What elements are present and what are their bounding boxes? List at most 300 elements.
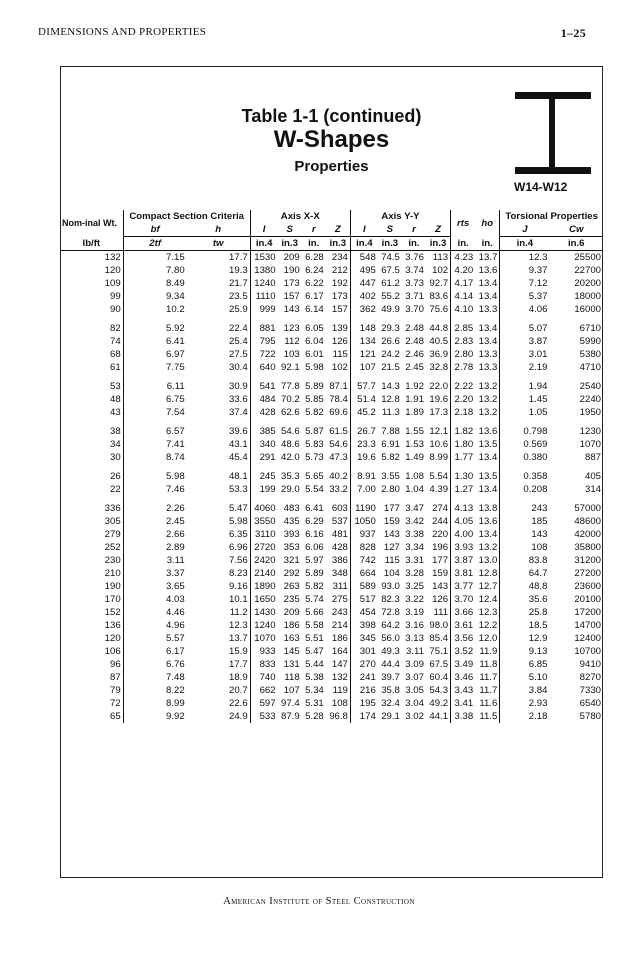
table-row: [60, 361, 603, 374]
table-cell: 30.9: [187, 380, 251, 393]
table-cell: 25.8: [528, 607, 548, 618]
table-cell: 1.45: [528, 394, 548, 405]
table-cell: 3.93: [454, 542, 474, 553]
table-cell: 1.27: [454, 484, 474, 495]
table-cell: 177: [383, 503, 400, 514]
table-cell: 131: [283, 659, 300, 670]
table-cell: 428: [259, 407, 276, 418]
table-cell: 1240: [254, 278, 276, 289]
table-cell: 362: [359, 304, 376, 315]
table-cell: 4.06: [528, 304, 548, 315]
table-cell: 2420: [254, 555, 276, 566]
table-cell: 483: [283, 503, 300, 514]
table-cell: 113: [426, 251, 451, 265]
table-cell: 0.208: [523, 484, 548, 495]
table-cell: 29.1: [381, 711, 400, 722]
symbol-cw: Cw: [549, 223, 603, 237]
table-cell: 143: [531, 529, 548, 540]
symbol-ix: I: [250, 223, 277, 237]
table-cell: 78.4: [326, 393, 351, 406]
table-cell: 252: [60, 541, 123, 554]
table-cell: 3.55: [381, 471, 400, 482]
table-cell: 163: [283, 633, 300, 644]
table-cell: 2.46: [405, 349, 424, 360]
table-cell: 2.93: [528, 698, 548, 709]
table-cell: 12.8: [381, 394, 400, 405]
table-cell: 5780: [579, 711, 601, 722]
symbol-bf: bf: [123, 223, 187, 237]
table-cell: 68: [60, 348, 123, 361]
table-cell: 1.77: [454, 452, 474, 463]
table-cell: 173: [326, 290, 351, 303]
table-cell: 1.94: [528, 381, 548, 392]
table-cell: 85.4: [426, 632, 451, 645]
symbol-sx: S: [278, 223, 302, 237]
table-cell: 1070: [254, 633, 276, 644]
table-cell: 5.47: [305, 646, 324, 657]
table-cell: 10.2: [165, 304, 185, 315]
table-cell: 7.48: [165, 672, 185, 683]
table-cell: 4710: [579, 362, 601, 373]
table-cell: 398: [359, 620, 376, 631]
table-cell: 17.7: [187, 658, 251, 671]
table-cell: 72.8: [381, 607, 400, 618]
table-cell: 152: [60, 606, 123, 619]
table-cell: 57000: [574, 503, 601, 514]
table-cell: 12.1: [426, 425, 451, 438]
table-cell: 75.1: [426, 645, 451, 658]
table-cell: 8.22: [165, 685, 185, 696]
w-shape-icon: [515, 92, 591, 174]
table-cell: 3.01: [528, 349, 548, 360]
table-cell: 4.17: [454, 278, 474, 289]
table-cell: 74.5: [381, 252, 400, 263]
table-cell: 435: [283, 516, 300, 527]
table-cell: 541: [259, 381, 276, 392]
table-cell: 14.3: [381, 381, 400, 392]
table-cell: 5.82: [305, 581, 324, 592]
symbol-zy: Z: [426, 223, 451, 237]
table-cell: 4.20: [454, 265, 474, 276]
table-cell: 45.2: [357, 407, 376, 418]
table-cell: 5.10: [528, 672, 548, 683]
table-cell: 937: [359, 529, 376, 540]
table-cell: 43: [60, 406, 123, 419]
table-cell: 33.6: [187, 393, 251, 406]
table-cell: 143: [383, 529, 400, 540]
unit-rx: in.: [302, 237, 326, 251]
table-cell: 21.5: [381, 362, 400, 373]
table-cell: 47.3: [326, 451, 351, 464]
table-cell: 887: [584, 452, 601, 463]
table-cell: 157: [283, 291, 300, 302]
table-cell: 3.73: [405, 278, 424, 289]
table-cell: 1.89: [405, 407, 424, 418]
table-cell: 2.78: [454, 362, 474, 373]
table-cell: 3.87: [454, 555, 474, 566]
table-cell: 98.0: [426, 619, 451, 632]
table-cell: 5.92: [165, 323, 185, 334]
table-cell: 148: [359, 323, 376, 334]
table-cell: 1.49: [405, 452, 424, 463]
table-cell: 3.81: [454, 568, 474, 579]
table-cell: 97.4: [281, 698, 300, 709]
table-cell: 13.7: [187, 632, 251, 645]
table-cell: 833: [259, 659, 276, 670]
table-cell: 13.3: [475, 303, 500, 316]
table-cell: 102: [326, 361, 351, 374]
table-cell: 20100: [574, 594, 601, 605]
table-cell: 139: [326, 322, 351, 335]
table-cell: 11.5: [475, 710, 500, 723]
table-cell: 881: [259, 323, 276, 334]
unit-zx: in.3: [326, 237, 351, 251]
table-cell: 48.1: [187, 470, 251, 483]
table-cell: 118: [284, 672, 300, 683]
table-cell: 13.4: [475, 335, 500, 348]
table-cell: 2240: [579, 394, 601, 405]
table-cell: 61: [60, 361, 123, 374]
table-cell: 196: [426, 541, 451, 554]
table-cell: 8.99: [165, 698, 185, 709]
table-cell: 1.92: [405, 381, 424, 392]
table-cell: 2.85: [454, 323, 474, 334]
table-cell: 2.66: [165, 529, 185, 540]
table-cell: 216: [359, 685, 376, 696]
table-cell: 9.34: [165, 291, 185, 302]
table-cell: 1890: [254, 581, 276, 592]
table-cell: 6.97: [165, 349, 185, 360]
table-cell: 72: [60, 697, 123, 710]
table-cell: 2.20: [454, 394, 474, 405]
table-cell: 3.71: [405, 291, 424, 302]
table-cell: 4060: [254, 503, 276, 514]
table-cell: 5.37: [528, 291, 548, 302]
table-cell: 5.07: [528, 323, 548, 334]
table-cell: 2.45: [165, 516, 185, 527]
table-cell: 3.38: [454, 711, 474, 722]
table-cell: 1.53: [405, 439, 424, 450]
table-cell: 11.7: [475, 684, 500, 697]
table-cell: 13.2: [475, 393, 500, 406]
table-cell: 3.41: [454, 698, 474, 709]
nominal-weight-header: Nom-inal Wt.: [60, 210, 123, 237]
table-cell: 74: [60, 335, 123, 348]
table-row: [60, 697, 603, 710]
table-cell: 11.6: [475, 697, 500, 710]
table-cell: 22700: [574, 265, 601, 276]
table-cell: 96.8: [326, 710, 351, 723]
symbol-zx: Z: [326, 223, 351, 237]
axis-yy-header: Axis Y-Y: [350, 210, 450, 223]
table-cell: 13.0: [475, 554, 500, 567]
table-cell: 120: [60, 632, 123, 645]
table-cell: 5.34: [305, 685, 324, 696]
table-cell: 6.24: [305, 265, 324, 276]
table-cell: 933: [259, 646, 276, 657]
page-number: 1–25: [560, 26, 586, 40]
unit-rts: in.: [451, 237, 476, 251]
table-cell: 18.5: [528, 620, 548, 631]
table-cell: 82: [60, 322, 123, 335]
table-cell: 0.569: [523, 439, 548, 450]
table-cell: 75.6: [426, 303, 451, 316]
table-cell: 25.4: [187, 335, 251, 348]
table-cell: 126: [326, 335, 351, 348]
table-cell: 3.13: [405, 633, 424, 644]
table-cell: 314: [584, 484, 601, 495]
table-row: [60, 393, 603, 406]
table-cell: 48.6: [281, 439, 300, 450]
table-cell: 2.80: [381, 484, 400, 495]
table-cell: 42000: [574, 529, 601, 540]
table-cell: 107: [283, 685, 300, 696]
table-cell: 321: [283, 555, 300, 566]
table-cell: 1230: [579, 426, 601, 437]
table-subtitle: Properties: [294, 158, 369, 175]
table-cell: 7330: [579, 685, 601, 696]
table-cell: 54.6: [326, 438, 351, 451]
table-cell: 106: [60, 645, 123, 658]
table-cell: 30: [60, 451, 123, 464]
table-cell: 2.80: [454, 349, 474, 360]
table-cell: 87.1: [326, 380, 351, 393]
table-cell: 336: [60, 502, 123, 515]
table-cell: 3.47: [405, 503, 424, 514]
table-cell: 3.38: [405, 529, 424, 540]
table-cell: 65: [60, 710, 123, 723]
table-cell: 1190: [355, 503, 376, 514]
table-cell: 603: [326, 502, 351, 515]
table-cell: 49.3: [381, 646, 400, 657]
table-row: [60, 425, 603, 438]
symbol-sy: S: [378, 223, 402, 237]
footer-text: American Institute of Steel Construction: [223, 896, 415, 907]
table-cell: 3.22: [405, 594, 424, 605]
table-row: [60, 541, 603, 554]
table-cell: 4.23: [454, 252, 474, 263]
table-cell: 742: [359, 555, 376, 566]
table-row: [60, 515, 603, 528]
table-cell: 4.13: [454, 503, 474, 514]
header-row-groups: [60, 210, 603, 223]
table-cell: 3.09: [405, 659, 424, 670]
table-cell: 235: [283, 594, 300, 605]
table-cell: 22.0: [426, 380, 451, 393]
table-cell: 92.7: [426, 277, 451, 290]
table-cell: 1380: [254, 265, 276, 276]
table-cell: 26.7: [357, 426, 376, 437]
table-cell: 405: [584, 471, 601, 482]
table-cell: 214: [326, 619, 351, 632]
table-cell: 1950: [579, 407, 601, 418]
compact-criteria-header: Compact Section Criteria: [123, 210, 250, 223]
table-cell: 10.1: [187, 593, 251, 606]
table-cell: 7.00: [357, 484, 376, 495]
table-cell: 6.85: [528, 659, 548, 670]
table-cell: 2.18: [454, 407, 474, 418]
table-cell: 44.8: [426, 322, 451, 335]
table-cell: 2.45: [405, 362, 424, 373]
table-cell: 49.9: [381, 304, 400, 315]
table-cell: 1.55: [405, 426, 424, 437]
table-cell: 22.6: [187, 697, 251, 710]
table-cell: 13.4: [475, 322, 500, 335]
table-cell: 157: [326, 303, 351, 316]
table-cell: 186: [326, 632, 351, 645]
table-cell: 4.14: [454, 291, 474, 302]
table-cell: 13.3: [475, 361, 500, 374]
table-cell: 64.7: [528, 568, 548, 579]
table-cell: 828: [359, 542, 376, 553]
table-cell: 90: [60, 303, 123, 316]
table-cell: 5.98: [187, 515, 251, 528]
table-cell: 54.3: [426, 684, 451, 697]
table-cell: 5.82: [305, 407, 324, 418]
table-cell: 108: [326, 697, 351, 710]
table-cell: 230: [60, 554, 123, 567]
table-cell: 9410: [579, 659, 601, 670]
table-cell: 8270: [579, 672, 601, 683]
table-cell: 39.7: [381, 672, 400, 683]
table-cell: 454: [359, 607, 376, 618]
table-cell: 39.6: [187, 425, 251, 438]
table-cell: 6.17: [305, 291, 324, 302]
table-cell: 3.05: [405, 685, 424, 696]
table-cell: 70.2: [281, 394, 300, 405]
table-cell: 12400: [574, 633, 601, 644]
table-cell: 5.31: [305, 698, 324, 709]
table-cell: 11.9: [475, 645, 500, 658]
table-cell: 3.56: [454, 633, 474, 644]
table-cell: 2140: [254, 568, 276, 579]
table-cell: 108: [531, 542, 548, 553]
table-cell: 56.0: [381, 633, 400, 644]
table-cell: 8.99: [426, 451, 451, 464]
table-cell: 3.34: [405, 542, 424, 553]
table-cell: 3.43: [454, 685, 474, 696]
table-row: [60, 632, 603, 645]
table-cell: 2.22: [454, 381, 474, 392]
table-cell: 6.57: [165, 426, 185, 437]
table-cell: 61.5: [326, 425, 351, 438]
table-cell: 1.05: [528, 407, 548, 418]
table-cell: 48600: [574, 516, 601, 527]
table-cell: 15.9: [187, 645, 251, 658]
table-cell: 7.75: [165, 362, 185, 373]
table-cell: 3550: [254, 516, 276, 527]
unit-sy: in.3: [378, 237, 402, 251]
table-cell: 17.7: [187, 251, 251, 265]
table-cell: 311: [326, 580, 351, 593]
table-cell: 275: [326, 593, 351, 606]
table-cell: 173: [283, 278, 300, 289]
table-cell: 3.11: [166, 555, 185, 566]
table-cell: 35.8: [381, 685, 400, 696]
table-cell: 2540: [579, 381, 601, 392]
table-number: Table 1-1 (continued): [241, 106, 422, 126]
table-cell: 7.56: [187, 554, 251, 567]
torsional-header: Torsional Properties: [505, 211, 598, 222]
table-cell: 13.5: [475, 470, 500, 483]
table-cell: 274: [426, 502, 451, 515]
table-cell: 48.8: [528, 581, 548, 592]
table-cell: 23.3: [357, 439, 376, 450]
table-cell: 5.97: [305, 555, 324, 566]
table-cell: 305: [60, 515, 123, 528]
table-cell: 17.3: [426, 406, 451, 419]
table-cell: 24.2: [381, 349, 400, 360]
table-cell: 6.35: [187, 528, 251, 541]
table-row: [60, 406, 603, 419]
table-cell: 136: [60, 619, 123, 632]
table-cell: 6.91: [381, 439, 400, 450]
table-cell: 402: [359, 291, 376, 302]
properties-table: [60, 210, 603, 723]
table-cell: 29.3: [381, 323, 400, 334]
table-row: [60, 567, 603, 580]
table-cell: 115: [326, 348, 351, 361]
table-cell: 60.4: [426, 671, 451, 684]
table-row: [60, 658, 603, 671]
table-cell: 5.28: [305, 711, 324, 722]
table-cell: 1530: [254, 252, 276, 263]
table-cell: 2.83: [454, 336, 474, 347]
table-cell: 7.41: [165, 439, 185, 450]
table-cell: 548: [359, 252, 376, 263]
table-cell: 3.07: [405, 672, 424, 683]
table-cell: 5.83: [305, 439, 324, 450]
table-cell: 159: [383, 516, 400, 527]
table-cell: 1.91: [405, 394, 424, 405]
table-cell: 69.6: [326, 406, 351, 419]
table-cell: 32.8: [426, 361, 451, 374]
table-row: [60, 290, 603, 303]
table-cell: 12.8: [475, 567, 500, 580]
table-cell: 1050: [354, 516, 376, 527]
table-cell: 192: [326, 277, 351, 290]
table-cell: 4.10: [454, 304, 474, 315]
table-cell: 13.6: [475, 264, 500, 277]
table-cell: 5380: [579, 349, 601, 360]
table-cell: 13.4: [475, 277, 500, 290]
table-cell: 5.85: [305, 394, 324, 405]
table-cell: 5990: [579, 336, 601, 347]
table-cell: 3.65: [165, 581, 185, 592]
table-cell: 209: [283, 607, 300, 618]
table-cell: 7.88: [381, 426, 400, 437]
table-cell: 126: [426, 593, 451, 606]
table-cell: 3.77: [454, 581, 474, 592]
table-cell: 6.22: [305, 278, 324, 289]
table-cell: 5.57: [165, 633, 185, 644]
table-row: [60, 619, 603, 632]
table-cell: 3.70: [405, 304, 424, 315]
table-cell: 2720: [254, 542, 276, 553]
footer: [0, 896, 638, 907]
table-cell: 1240: [254, 620, 276, 631]
table-row: [60, 335, 603, 348]
table-cell: 77.8: [281, 381, 300, 392]
header-row-units: [60, 237, 603, 251]
table-cell: 32.4: [381, 698, 400, 709]
unit-2tf: 2tf: [123, 237, 187, 251]
table-cell: 7.80: [165, 265, 185, 276]
table-row: [60, 277, 603, 290]
table-cell: 7.46: [165, 484, 185, 495]
unit-cw: in.6: [549, 237, 603, 251]
table-cell: 22: [60, 483, 123, 496]
